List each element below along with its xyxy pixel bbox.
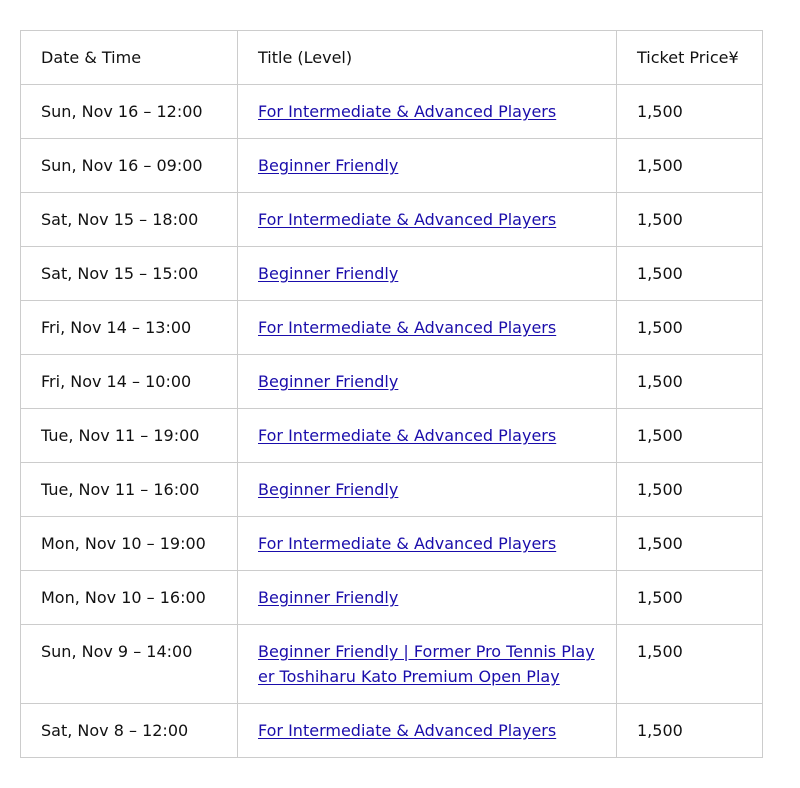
- column-header-date-time: Date & Time: [21, 31, 238, 85]
- table-row: [21, 301, 763, 355]
- title-cell: [238, 409, 617, 463]
- date-time-cell: Sun, Nov 9 – 14:00: [21, 625, 238, 704]
- table-row: [21, 139, 763, 193]
- event-title-link[interactable]: For Intermediate & Advanced Players: [258, 210, 557, 229]
- title-cell: [238, 463, 617, 517]
- price-cell: 1,500: [617, 704, 763, 758]
- title-cell: [238, 193, 617, 247]
- date-time-cell: Mon, Nov 10 – 16:00: [21, 571, 238, 625]
- schedule-table-container: [20, 30, 762, 758]
- table-row: [21, 571, 763, 625]
- price-cell: 1,500: [617, 517, 763, 571]
- table-row: [21, 463, 763, 517]
- event-title-link[interactable]: For Intermediate & Advanced Players: [258, 534, 557, 553]
- table-header: [21, 31, 763, 85]
- event-title-link[interactable]: Beginner Friendly: [258, 372, 399, 391]
- table-row: [21, 625, 763, 704]
- price-cell: 1,500: [617, 409, 763, 463]
- date-time-cell: Sat, Nov 15 – 18:00: [21, 193, 238, 247]
- price-cell: 1,500: [617, 571, 763, 625]
- event-title-link[interactable]: Beginner Friendly | Former Pro Tennis Player Toshiharu Kato Premium Open Play: [258, 642, 595, 686]
- table-row: [21, 409, 763, 463]
- table-row: [21, 704, 763, 758]
- date-time-cell: Sat, Nov 15 – 15:00: [21, 247, 238, 301]
- price-cell: 1,500: [617, 193, 763, 247]
- event-title-link[interactable]: For Intermediate & Advanced Players: [258, 426, 557, 445]
- price-cell: 1,500: [617, 301, 763, 355]
- event-title-link[interactable]: Beginner Friendly: [258, 264, 399, 283]
- title-cell: [238, 301, 617, 355]
- event-title-link[interactable]: Beginner Friendly: [258, 480, 399, 499]
- table-row: [21, 85, 763, 139]
- title-cell: [238, 625, 617, 704]
- title-cell: [238, 85, 617, 139]
- table-row: [21, 193, 763, 247]
- table-row: [21, 355, 763, 409]
- date-time-cell: Fri, Nov 14 – 13:00: [21, 301, 238, 355]
- date-time-cell: Sat, Nov 8 – 12:00: [21, 704, 238, 758]
- event-title-link[interactable]: Beginner Friendly: [258, 156, 399, 175]
- column-header-title: Title (Level): [238, 31, 617, 85]
- price-cell: 1,500: [617, 463, 763, 517]
- event-title-link[interactable]: For Intermediate & Advanced Players: [258, 318, 557, 337]
- price-cell: 1,500: [617, 139, 763, 193]
- price-cell: 1,500: [617, 85, 763, 139]
- title-cell: [238, 355, 617, 409]
- price-cell: 1,500: [617, 625, 763, 704]
- event-title-link[interactable]: Beginner Friendly: [258, 588, 399, 607]
- price-cell: 1,500: [617, 355, 763, 409]
- column-header-price: Ticket Price¥: [617, 31, 763, 85]
- title-cell: [238, 704, 617, 758]
- title-cell: [238, 139, 617, 193]
- price-cell: 1,500: [617, 247, 763, 301]
- date-time-cell: Tue, Nov 11 – 19:00: [21, 409, 238, 463]
- table-row: [21, 517, 763, 571]
- date-time-cell: Sun, Nov 16 – 09:00: [21, 139, 238, 193]
- schedule-table: [20, 30, 763, 758]
- table-row: [21, 247, 763, 301]
- title-cell: [238, 247, 617, 301]
- date-time-cell: Sun, Nov 16 – 12:00: [21, 85, 238, 139]
- date-time-cell: Tue, Nov 11 – 16:00: [21, 463, 238, 517]
- table-header-row: [21, 31, 763, 85]
- event-title-link[interactable]: For Intermediate & Advanced Players: [258, 721, 557, 740]
- date-time-cell: Mon, Nov 10 – 19:00: [21, 517, 238, 571]
- title-cell: [238, 571, 617, 625]
- date-time-cell: Fri, Nov 14 – 10:00: [21, 355, 238, 409]
- title-cell: [238, 517, 617, 571]
- table-body: [21, 85, 763, 758]
- event-title-link[interactable]: For Intermediate & Advanced Players: [258, 102, 557, 121]
